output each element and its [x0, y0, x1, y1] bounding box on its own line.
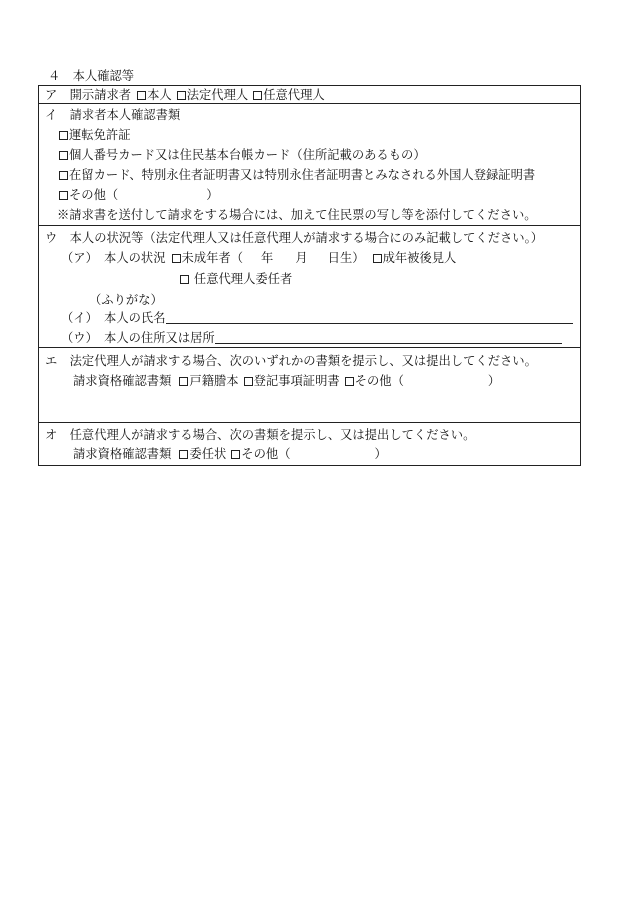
option-self-label: 本人	[147, 88, 172, 102]
checkbox-minor[interactable]	[172, 254, 181, 263]
principal-name-row: （イ） 本人の氏名	[61, 310, 573, 326]
principal-status-title: ウ 本人の状況等（法定代理人又は任意代理人が請求する場合にのみ記載してください。）	[45, 231, 544, 245]
checkbox-voluntary-agent[interactable]	[253, 91, 262, 100]
identity-verification-form	[38, 85, 581, 466]
principal-name-field[interactable]	[166, 311, 573, 324]
checkbox-my-number-card[interactable]	[59, 151, 68, 160]
checkbox-self[interactable]	[137, 91, 146, 100]
furigana-label: （ふりがな）	[89, 293, 163, 307]
checkbox-adult-guardian[interactable]	[373, 254, 382, 263]
checkbox-legal-agent-other[interactable]	[345, 377, 354, 386]
checkbox-residence-card[interactable]	[59, 171, 68, 180]
id-documents-title: イ 請求者本人確認書類	[45, 108, 181, 122]
doc-item: その他（ ）	[59, 187, 219, 203]
legal-agent-doc-row: 請求資格確認書類 戸籍謄本 登記事項証明書 その他（ ）	[73, 374, 501, 388]
delegator-row: 任意代理人委任者	[180, 271, 292, 287]
voluntary-agent-title: オ 任意代理人が請求する場合、次の書類を提示し、又は提出してください。	[45, 428, 476, 442]
checkbox-voluntary-agent-other[interactable]	[231, 450, 240, 459]
checkbox-delegator[interactable]	[180, 275, 189, 284]
section-requester-type	[39, 86, 580, 104]
option-voluntary-agent-label: 任意代理人	[263, 88, 325, 102]
principal-address-row: （ウ） 本人の住所又は居所	[61, 330, 562, 346]
option-legal-agent-label: 法定代理人	[186, 88, 249, 102]
section-id-documents	[39, 104, 580, 226]
checkbox-power-of-attorney[interactable]	[179, 450, 188, 459]
status-row: （ア） 本人の状況 未成年者（ 年 月 日生） 成年被後見人	[61, 251, 457, 265]
checkbox-family-register[interactable]	[179, 377, 188, 386]
doc-item: 在留カード、特別永住者証明書又は特別永住者証明書とみなされる外国人登録証明書	[59, 167, 535, 183]
section-heading: ４ 本人確認等	[48, 69, 135, 83]
checkbox-drivers-license[interactable]	[59, 131, 68, 140]
principal-address-field[interactable]	[215, 331, 562, 344]
legal-agent-title: エ 法定代理人が請求する場合、次のいずれかの書類を提示し、又は提出してください。	[45, 354, 537, 368]
section-principal-status	[39, 226, 580, 348]
section-legal-agent-documents	[39, 348, 580, 423]
section-voluntary-agent-documents	[39, 423, 580, 465]
voluntary-agent-doc-row: 請求資格確認書類 委任状 その他（ ）	[73, 447, 387, 461]
mail-request-note: ※請求書を送付して請求をする場合には、加えて住民票の写し等を添付してください。	[57, 208, 537, 222]
doc-item: 運転免許証	[59, 127, 131, 143]
checkbox-registry-certificate[interactable]	[244, 377, 253, 386]
requester-type-label: ア 開示請求者	[45, 88, 132, 102]
checkbox-legal-agent[interactable]	[177, 91, 186, 100]
checkbox-other-document[interactable]	[59, 191, 68, 200]
doc-item: 個人番号カード又は住民基本台帳カード（住所記載のあるもの）	[59, 147, 426, 163]
